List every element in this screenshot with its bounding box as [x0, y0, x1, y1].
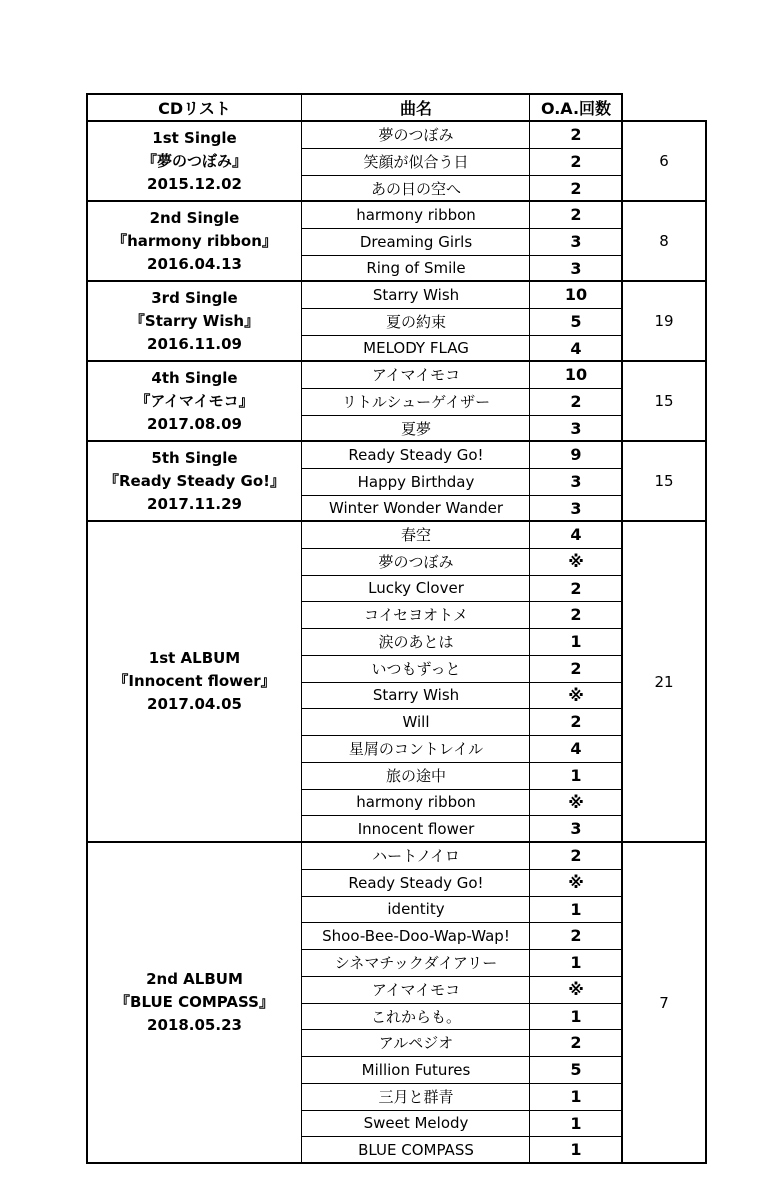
song-title: ハートノイロ	[372, 847, 460, 865]
grid-line	[705, 120, 707, 1163]
cd-type: 2nd Single	[149, 208, 240, 227]
cd-release-date: 2017.04.05	[147, 695, 242, 713]
cd-info	[87, 842, 302, 1163]
grid-line	[302, 1083, 622, 1084]
song-title: identity	[387, 900, 445, 918]
grid-line	[302, 308, 622, 309]
cd-title: 『Starry Wish』	[129, 311, 260, 330]
song-title: Ring of Smile	[366, 259, 466, 277]
grid-line	[302, 1056, 622, 1057]
song-title: リトルシューゲイザー	[341, 393, 491, 411]
song-title: Innocent flower	[357, 819, 475, 838]
song-title: Starry Wish	[372, 686, 460, 704]
song-title: 夢のつぼみ	[378, 126, 454, 144]
song-title: 三月と群青	[378, 1088, 454, 1106]
oa-count: ※	[568, 552, 584, 571]
grid-line	[86, 120, 707, 122]
cd-title: 『Ready Steady Go!』	[103, 471, 286, 490]
grid-line	[302, 655, 622, 656]
oa-count: 10	[564, 285, 588, 304]
song-title: Dreaming Girls	[359, 232, 473, 251]
header-cd-list: CDリスト	[158, 99, 231, 118]
cd-release-date: 2017.08.09	[147, 414, 242, 433]
grid-line	[302, 815, 622, 816]
grid-line	[302, 789, 622, 790]
song-title: あの日の空へ	[370, 179, 461, 198]
oa-count: 1	[570, 1006, 582, 1026]
grid-line	[302, 495, 622, 496]
oa-count: 5	[570, 1060, 582, 1079]
cd-info	[87, 201, 302, 281]
song-title: いつもずっと	[371, 660, 461, 678]
song-title: Happy Birthday	[357, 472, 475, 491]
oa-count: 4	[570, 338, 582, 358]
grid-line	[86, 200, 707, 202]
grid-line	[302, 575, 622, 576]
grid-line	[302, 415, 622, 416]
grid-line	[302, 708, 622, 709]
oa-count: 2	[570, 605, 582, 624]
cd-release-date: 2016.04.13	[147, 254, 242, 273]
song-title: Winter Wonder Wander	[328, 499, 504, 517]
grid-line	[302, 1110, 622, 1111]
song-title: harmony ribbon	[356, 205, 476, 224]
oa-count: 2	[570, 205, 582, 224]
song-title: Ready Steady Go!	[348, 445, 484, 464]
song-title: 夢のつぼみ	[378, 553, 454, 571]
grid-line	[86, 1162, 707, 1164]
grid-line	[302, 1003, 622, 1004]
song-title: 涙のあとは	[378, 633, 454, 651]
header-song-title: 曲名	[399, 99, 432, 118]
oa-count: 3	[570, 819, 582, 838]
total-oa-count: 15	[654, 472, 674, 490]
oa-count: 2	[570, 659, 582, 678]
song-title: アイマイモコ	[371, 981, 461, 999]
song-title: これからも。	[370, 1007, 461, 1026]
oa-count: 4	[570, 739, 582, 758]
song-title: アイマイモコ	[371, 366, 461, 384]
song-title: 笑顔が似合う日	[363, 153, 469, 171]
grid-line	[302, 601, 622, 602]
song-title: 星屑のコントレイル	[348, 740, 484, 758]
cd-title: 『harmony ribbon』	[112, 231, 277, 250]
cd-info	[87, 521, 302, 842]
grid-line	[86, 280, 707, 282]
grid-line	[86, 520, 707, 522]
oa-count: 3	[570, 232, 582, 251]
grid-line	[302, 148, 622, 149]
header-oa-count: O.A.回数	[540, 99, 612, 118]
grid-line	[302, 762, 622, 763]
grid-line	[302, 1136, 622, 1137]
grid-line	[86, 841, 707, 843]
grid-line	[302, 869, 622, 870]
oa-count: 2	[570, 1033, 582, 1052]
grid-line	[301, 94, 302, 1163]
oa-count: 1	[570, 1087, 582, 1106]
oa-count: 2	[570, 926, 582, 945]
oa-count: 1	[570, 1113, 582, 1133]
oa-count: 2	[570, 712, 582, 731]
total-oa-count: 21	[654, 672, 674, 691]
grid-line	[621, 94, 623, 1163]
grid-line	[302, 335, 622, 336]
cd-type: 2nd ALBUM	[146, 970, 243, 988]
song-title: Starry Wish	[372, 285, 460, 304]
oa-count: 1	[570, 953, 582, 972]
oa-count: 2	[570, 392, 582, 411]
oa-count: 2	[570, 152, 582, 171]
grid-line	[302, 255, 622, 256]
grid-line	[302, 922, 622, 923]
song-title: BLUE COMPASS	[358, 1140, 474, 1159]
song-title: 夏夢	[400, 419, 431, 438]
cd-type: 1st ALBUM	[148, 649, 241, 667]
total-oa-count: 6	[659, 152, 669, 170]
oa-count: 1	[570, 632, 582, 651]
cd-type: 4th Single	[151, 368, 238, 387]
cd-info	[87, 441, 302, 521]
grid-line	[86, 440, 707, 442]
oa-count: 3	[570, 418, 582, 438]
oa-count: ※	[568, 685, 584, 705]
cd-release-date: 2016.11.09	[147, 334, 242, 353]
song-title: コイセヨオトメ	[364, 606, 468, 624]
song-title: 夏の約束	[385, 313, 446, 331]
oa-count: 2	[570, 178, 582, 198]
cd-release-date: 2018.05.23	[147, 1016, 242, 1034]
cd-release-date: 2015.12.02	[147, 174, 242, 193]
grid-line	[302, 682, 622, 683]
oa-count: 4	[570, 525, 582, 544]
oa-count: 10	[564, 365, 588, 384]
cd-title: 『アイマイモコ』	[135, 391, 254, 410]
grid-line	[86, 360, 707, 362]
grid-line	[302, 228, 622, 229]
oa-count: ※	[568, 980, 584, 999]
song-title: Will	[402, 712, 430, 731]
grid-line	[302, 976, 622, 977]
oa-count: 3	[570, 472, 582, 491]
grid-line	[86, 93, 88, 1163]
oa-count: 2	[570, 125, 582, 144]
oa-count: 9	[570, 445, 582, 464]
grid-line	[302, 468, 622, 469]
oa-count: 2	[570, 846, 582, 865]
song-title: アルペジオ	[378, 1034, 454, 1052]
song-title: Shoo-Bee-Doo-Wap-Wap!	[322, 926, 510, 945]
grid-line	[302, 388, 622, 389]
grid-line	[302, 175, 622, 176]
oa-count: 5	[570, 312, 582, 331]
grid-line	[302, 1029, 622, 1030]
song-title: Sweet Melody	[363, 1114, 469, 1132]
oa-count: 2	[570, 578, 582, 598]
oa-count: 3	[570, 258, 582, 278]
song-title: MELODY FLAG	[363, 339, 469, 357]
oa-count: 3	[570, 498, 582, 518]
song-title: Lucky Clover	[368, 579, 464, 597]
grid-line	[302, 548, 622, 549]
cd-info	[87, 121, 302, 201]
song-title: harmony ribbon	[356, 793, 476, 811]
grid-line	[86, 93, 623, 95]
cd-info	[87, 281, 302, 361]
total-oa-count: 7	[659, 993, 669, 1012]
cd-title: 『BLUE COMPASS』	[115, 993, 274, 1011]
grid-line	[529, 94, 530, 1163]
song-title: Million Futures	[361, 1060, 471, 1079]
total-oa-count: 8	[659, 232, 669, 250]
grid-line	[302, 896, 622, 897]
cd-type: 1st Single	[152, 128, 237, 147]
cd-title: 『Innocent flower』	[113, 672, 276, 690]
oa-count: ※	[568, 873, 584, 892]
song-title: 旅の途中	[385, 767, 446, 785]
oa-count: 1	[570, 899, 582, 919]
total-oa-count: 15	[654, 392, 674, 410]
grid-line	[302, 949, 622, 950]
cd-info	[87, 361, 302, 441]
cd-title: 『夢のつぼみ』	[141, 151, 247, 170]
oa-count: 1	[570, 1140, 582, 1159]
oa-count: 1	[570, 766, 582, 785]
grid-line	[302, 735, 622, 736]
song-title: Ready Steady Go!	[348, 873, 484, 892]
grid-line	[302, 628, 622, 629]
cd-release-date: 2017.11.29	[147, 494, 242, 513]
cd-type: 3rd Single	[151, 288, 238, 307]
oa-count: ※	[568, 792, 584, 812]
song-title: 春空	[400, 526, 431, 544]
cd-type: 5th Single	[151, 448, 238, 467]
song-title: シネマチックダイアリー	[334, 954, 498, 972]
total-oa-count: 19	[654, 312, 674, 330]
